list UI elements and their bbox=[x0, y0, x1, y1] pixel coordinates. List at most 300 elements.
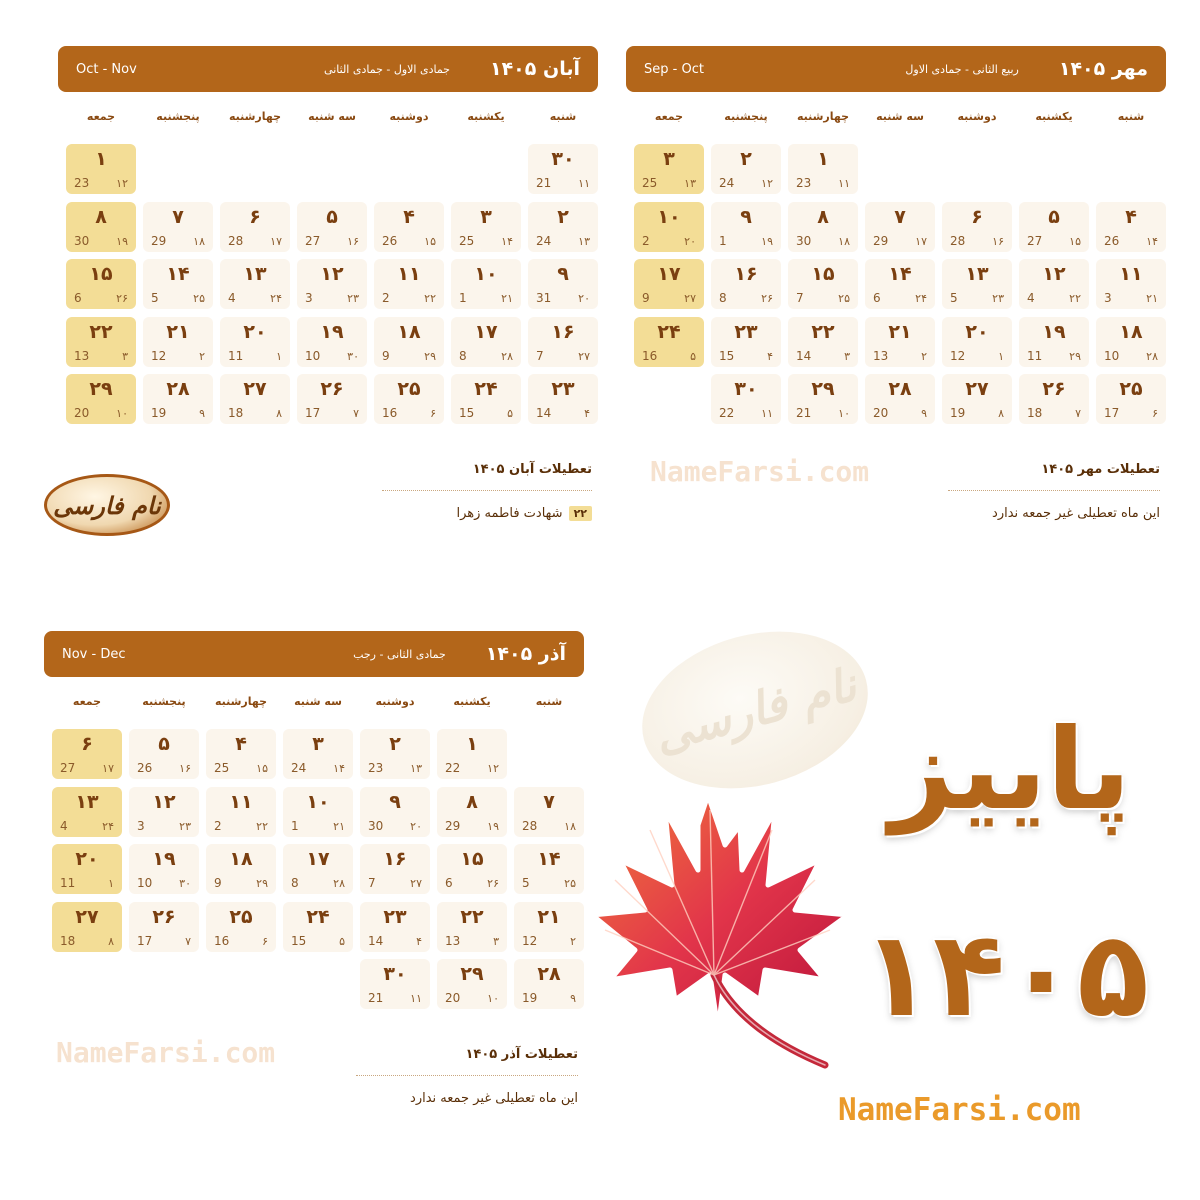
day-cell[interactable] bbox=[220, 202, 290, 252]
hijri-day: ۱۱ bbox=[578, 177, 590, 190]
persian-day: ۱۴ bbox=[166, 263, 190, 285]
hijri-day: ۷ bbox=[1075, 407, 1081, 420]
day-cell[interactable] bbox=[360, 787, 430, 837]
day-cell[interactable] bbox=[374, 202, 444, 252]
gregorian-day: 7 bbox=[536, 348, 544, 363]
gregorian-day: 13 bbox=[445, 933, 461, 948]
persian-day: ۳۰ bbox=[383, 963, 407, 985]
day-cell[interactable] bbox=[66, 259, 136, 309]
persian-day: ۲۶ bbox=[320, 378, 344, 400]
hijri-day: ۲۷ bbox=[410, 877, 422, 890]
hijri-day: ۲۳ bbox=[992, 292, 1004, 305]
day-cell[interactable] bbox=[437, 959, 507, 1009]
hijri-day: ۱۵ bbox=[1069, 234, 1081, 248]
watermark-text: NameFarsi.com bbox=[650, 455, 870, 488]
hijri-day: ۵ bbox=[339, 934, 345, 948]
ghost-logo-watermark bbox=[625, 608, 886, 812]
gregorian-day: 12 bbox=[522, 933, 538, 948]
day-cell[interactable] bbox=[143, 259, 213, 309]
persian-day: ۱۵ bbox=[811, 263, 835, 285]
gregorian-day: 7 bbox=[796, 291, 804, 305]
holiday-entry bbox=[456, 506, 592, 521]
weekday-label: پنجشنبه bbox=[156, 110, 200, 123]
persian-day: ۸ bbox=[95, 205, 107, 228]
month-header bbox=[58, 46, 598, 92]
hijri-day: ۳ bbox=[493, 934, 499, 948]
hijri-day: ۶ bbox=[262, 934, 268, 948]
gregorian-day: 19 bbox=[950, 406, 966, 420]
day-cell[interactable] bbox=[1019, 374, 1089, 424]
gregorian-day: 21 bbox=[536, 176, 552, 190]
weekday-label: شنبه bbox=[1117, 110, 1145, 123]
namefarsi-logo bbox=[44, 474, 170, 536]
month-aban bbox=[58, 46, 598, 546]
day-cell[interactable] bbox=[865, 202, 935, 252]
persian-day: ۲۰ bbox=[965, 320, 989, 343]
day-cell[interactable] bbox=[206, 729, 276, 779]
gregorian-day: 3 bbox=[1104, 291, 1112, 305]
hijri-day: ۲۷ bbox=[684, 292, 696, 305]
gregorian-day: 19 bbox=[522, 991, 538, 1005]
day-cell[interactable] bbox=[451, 259, 521, 309]
day-cell[interactable] bbox=[1096, 202, 1166, 252]
gregorian-day: 8 bbox=[459, 348, 467, 363]
persian-day: ۲۰ bbox=[243, 320, 267, 343]
day-cell[interactable] bbox=[528, 202, 598, 252]
day-cell[interactable] bbox=[865, 317, 935, 367]
hijri-day: ۱۳ bbox=[684, 177, 696, 190]
gregorian-day: 21 bbox=[368, 991, 384, 1005]
persian-day: ۱۰ bbox=[474, 263, 498, 285]
day-cell[interactable] bbox=[283, 844, 353, 894]
day-cell[interactable] bbox=[52, 902, 122, 952]
day-cell[interactable] bbox=[788, 374, 858, 424]
gregorian-day: 1 bbox=[459, 291, 467, 305]
persian-day: ۲۹ bbox=[811, 378, 835, 400]
persian-day: ۱۷ bbox=[474, 320, 498, 343]
persian-day: ۱۸ bbox=[397, 320, 421, 343]
persian-day: ۷ bbox=[172, 205, 184, 228]
gregorian-day: 8 bbox=[291, 876, 299, 890]
gregorian-day: 15 bbox=[459, 406, 475, 420]
gregorian-day: 9 bbox=[382, 348, 390, 363]
day-cell[interactable] bbox=[942, 374, 1012, 424]
gregorian-day: 9 bbox=[214, 876, 222, 890]
watermark-text: NameFarsi.com bbox=[56, 1036, 276, 1069]
day-cell[interactable] bbox=[1019, 259, 1089, 309]
gregorian-day: 28 bbox=[228, 233, 244, 248]
persian-day: ۲۸ bbox=[888, 378, 912, 400]
day-cell[interactable] bbox=[634, 317, 704, 367]
day-cell[interactable] bbox=[52, 729, 122, 779]
gregorian-day: 17 bbox=[1104, 406, 1120, 420]
gregorian-day: 26 bbox=[382, 233, 398, 248]
persian-day: ۷ bbox=[543, 790, 555, 813]
hijri-day: ۱ bbox=[108, 877, 114, 890]
hijri-day: ۲۸ bbox=[501, 349, 513, 363]
persian-day: ۱۱ bbox=[397, 263, 421, 285]
persian-day: ۱ bbox=[817, 148, 829, 170]
gregorian-day: 27 bbox=[1027, 233, 1043, 248]
hijri-day: ۷ bbox=[185, 934, 191, 948]
gregorian-day: 11 bbox=[1027, 348, 1043, 363]
day-cell[interactable] bbox=[437, 844, 507, 894]
month-title: آذر ۱۴۰۵ bbox=[485, 643, 566, 665]
persian-day: ۱۶ bbox=[734, 263, 758, 285]
hijri-day: ۹ bbox=[199, 407, 205, 420]
day-cell[interactable] bbox=[528, 317, 598, 367]
day-cell[interactable] bbox=[865, 374, 935, 424]
persian-day: ۲۱ bbox=[537, 905, 561, 928]
holiday-day-badge: ۲۲ bbox=[569, 506, 592, 521]
persian-day: ۲۴ bbox=[474, 378, 498, 400]
persian-day: ۲۶ bbox=[152, 905, 176, 928]
day-cell[interactable] bbox=[374, 374, 444, 424]
hijri-day: ۸ bbox=[998, 407, 1004, 420]
gregorian-day: 30 bbox=[74, 233, 90, 248]
gregorian-day: 23 bbox=[796, 176, 812, 190]
persian-day: ۲۳ bbox=[551, 378, 575, 400]
persian-day: ۲ bbox=[740, 148, 752, 170]
hijri-day: ۱۶ bbox=[347, 234, 359, 248]
persian-day: ۱۷ bbox=[657, 263, 681, 285]
persian-day: ۲۴ bbox=[657, 320, 681, 343]
gregorian-day: 6 bbox=[873, 291, 881, 305]
persian-day: ۳۰ bbox=[551, 148, 575, 170]
weekday-label: چهارشنبه bbox=[228, 110, 282, 123]
hijri-day: ۱۲ bbox=[761, 177, 773, 190]
gregorian-day: 17 bbox=[137, 933, 153, 948]
persian-day: ۱۹ bbox=[1042, 320, 1066, 343]
day-cell[interactable] bbox=[1019, 317, 1089, 367]
day-cell[interactable] bbox=[206, 902, 276, 952]
persian-day: ۲۳ bbox=[734, 320, 758, 343]
gregorian-day: 15 bbox=[719, 348, 735, 363]
holidays-divider bbox=[356, 1075, 578, 1076]
gregorian-day: 30 bbox=[368, 818, 384, 833]
gregorian-day: 2 bbox=[382, 291, 390, 305]
hijri-months: جمادی الثانی - رجب bbox=[353, 647, 446, 661]
persian-day: ۸ bbox=[817, 205, 829, 228]
hijri-day: ۲۶ bbox=[487, 877, 499, 890]
persian-day: ۴ bbox=[235, 733, 247, 755]
day-cell[interactable] bbox=[451, 374, 521, 424]
persian-day: ۱۶ bbox=[551, 320, 575, 343]
day-cell[interactable] bbox=[711, 144, 781, 194]
day-cell[interactable] bbox=[437, 729, 507, 779]
persian-day: ۶ bbox=[971, 205, 983, 228]
day-cell[interactable] bbox=[788, 259, 858, 309]
gregorian-day: 10 bbox=[1104, 348, 1120, 363]
hijri-day: ۲۱ bbox=[1146, 292, 1158, 305]
day-cell[interactable] bbox=[1096, 374, 1166, 424]
day-cell[interactable] bbox=[788, 144, 858, 194]
day-cell[interactable] bbox=[283, 787, 353, 837]
day-cell[interactable] bbox=[206, 844, 276, 894]
hijri-day: ۱۵ bbox=[256, 762, 268, 775]
persian-day: ۱۴ bbox=[888, 263, 912, 285]
persian-day: ۱ bbox=[466, 733, 478, 755]
day-cell[interactable] bbox=[360, 844, 430, 894]
hijri-day: ۱۳ bbox=[578, 234, 590, 248]
gregorian-day: 6 bbox=[445, 876, 453, 890]
day-cell[interactable] bbox=[360, 902, 430, 952]
persian-day: ۱۱ bbox=[229, 790, 253, 813]
gregorian-day: 20 bbox=[873, 406, 889, 420]
persian-day: ۱۳ bbox=[965, 263, 989, 285]
weekday-label: سه شنبه bbox=[294, 695, 342, 708]
gregorian-day: 29 bbox=[151, 233, 167, 248]
day-cell[interactable] bbox=[374, 317, 444, 367]
day-cell[interactable] bbox=[52, 844, 122, 894]
weekday-label: یکشنبه bbox=[1035, 110, 1073, 123]
hijri-day: ۶ bbox=[430, 407, 436, 420]
persian-day: ۱۵ bbox=[460, 848, 484, 870]
day-cell[interactable] bbox=[129, 844, 199, 894]
day-cell[interactable] bbox=[143, 374, 213, 424]
hijri-day: ۲۵ bbox=[193, 292, 205, 305]
gregorian-day: 4 bbox=[60, 818, 68, 833]
gregorian-day: 6 bbox=[74, 291, 82, 305]
hijri-day: ۱۲ bbox=[116, 177, 128, 190]
day-cell[interactable] bbox=[52, 787, 122, 837]
hijri-day: ۲۵ bbox=[838, 292, 850, 305]
gregorian-day: 31 bbox=[536, 291, 552, 305]
weekday-label: جمعه bbox=[654, 110, 684, 123]
hijri-day: ۸ bbox=[276, 407, 282, 420]
hijri-day: ۳ bbox=[844, 349, 850, 363]
hijri-day: ۱۸ bbox=[193, 234, 205, 248]
persian-day: ۶ bbox=[249, 205, 261, 228]
weekday-label: شنبه bbox=[549, 110, 577, 123]
weekday-label: پنجشنبه bbox=[724, 110, 768, 123]
gregorian-day: 8 bbox=[719, 291, 727, 305]
day-cell[interactable] bbox=[283, 729, 353, 779]
day-cell[interactable] bbox=[514, 959, 584, 1009]
gregorian-day: 25 bbox=[214, 761, 230, 775]
weekday-row bbox=[44, 695, 584, 715]
gregorian-day: 27 bbox=[60, 761, 76, 775]
day-grid bbox=[626, 144, 1166, 432]
day-cell[interactable] bbox=[297, 317, 367, 367]
hijri-day: ۱۹ bbox=[761, 234, 773, 248]
day-cell[interactable] bbox=[66, 374, 136, 424]
day-cell[interactable] bbox=[129, 902, 199, 952]
gregorian-day: 26 bbox=[1104, 233, 1120, 248]
gregorian-day: 26 bbox=[137, 761, 153, 775]
gregorian-day: 12 bbox=[151, 348, 167, 363]
persian-day: ۲ bbox=[557, 205, 569, 228]
day-cell[interactable] bbox=[514, 902, 584, 952]
hijri-day: ۱۷ bbox=[270, 234, 282, 248]
day-cell[interactable] bbox=[220, 317, 290, 367]
hijri-day: ۴ bbox=[584, 407, 590, 420]
day-cell[interactable] bbox=[711, 317, 781, 367]
hijri-day: ۲۹ bbox=[1069, 349, 1081, 363]
persian-day: ۱۴ bbox=[537, 848, 561, 870]
hijri-day: ۲۸ bbox=[1146, 349, 1158, 363]
gregorian-day: 5 bbox=[950, 291, 958, 305]
gregorian-day: 23 bbox=[368, 761, 384, 775]
site-url[interactable]: NameFarsi.com bbox=[838, 1092, 1081, 1128]
day-cell[interactable] bbox=[451, 317, 521, 367]
gregorian-day: 14 bbox=[796, 348, 812, 363]
day-cell[interactable] bbox=[66, 202, 136, 252]
gregorian-day: 2 bbox=[214, 818, 222, 833]
persian-day: ۲۳ bbox=[383, 905, 407, 928]
weekday-label: یکشنبه bbox=[467, 110, 505, 123]
hijri-day: ۲۵ bbox=[564, 877, 576, 890]
gregorian-day: 7 bbox=[368, 876, 376, 890]
hijri-day: ۲۹ bbox=[256, 877, 268, 890]
hijri-day: ۲۳ bbox=[347, 292, 359, 305]
day-cell[interactable] bbox=[711, 259, 781, 309]
day-cell[interactable] bbox=[143, 317, 213, 367]
day-cell[interactable] bbox=[297, 259, 367, 309]
weekday-label: یکشنبه bbox=[453, 695, 491, 708]
day-cell[interactable] bbox=[437, 787, 507, 837]
day-cell[interactable] bbox=[528, 259, 598, 309]
hijri-day: ۲۴ bbox=[270, 292, 282, 305]
persian-day: ۲۵ bbox=[397, 378, 421, 400]
day-cell[interactable] bbox=[942, 202, 1012, 252]
persian-day: ۵ bbox=[326, 205, 338, 228]
gregorian-day: 24 bbox=[536, 233, 552, 248]
persian-day: ۱۲ bbox=[152, 790, 176, 813]
gregorian-day: 11 bbox=[228, 348, 244, 363]
persian-day: ۱۳ bbox=[243, 263, 267, 285]
persian-day: ۲۱ bbox=[888, 320, 912, 343]
day-cell[interactable] bbox=[283, 902, 353, 952]
gregorian-day: 1 bbox=[291, 818, 299, 833]
logo-text: نام فارسی bbox=[53, 490, 161, 520]
day-cell[interactable] bbox=[528, 374, 598, 424]
hijri-day: ۲۰ bbox=[684, 234, 696, 248]
day-cell[interactable] bbox=[942, 317, 1012, 367]
hijri-day: ۷ bbox=[353, 407, 359, 420]
day-cell[interactable] bbox=[634, 259, 704, 309]
gregorian-day: 4 bbox=[228, 291, 236, 305]
weekday-label: دوشنبه bbox=[375, 695, 415, 708]
day-cell[interactable] bbox=[788, 202, 858, 252]
gregorian-day: 29 bbox=[873, 233, 889, 248]
day-cell[interactable] bbox=[514, 787, 584, 837]
day-cell[interactable] bbox=[66, 144, 136, 194]
gregorian-day: 21 bbox=[796, 406, 812, 420]
day-cell[interactable] bbox=[1096, 259, 1166, 309]
persian-day: ۹ bbox=[740, 205, 752, 228]
day-cell[interactable] bbox=[143, 202, 213, 252]
weekday-label: پنجشنبه bbox=[142, 695, 186, 708]
day-cell[interactable] bbox=[66, 317, 136, 367]
persian-day: ۳۰ bbox=[734, 378, 758, 400]
weekday-label: دوشنبه bbox=[957, 110, 997, 123]
gregorian-day: 13 bbox=[873, 348, 889, 363]
gregorian-day: 28 bbox=[950, 233, 966, 248]
day-cell[interactable] bbox=[360, 729, 430, 779]
gregorian-day: 22 bbox=[719, 406, 735, 420]
hijri-day: ۲۴ bbox=[915, 292, 927, 305]
persian-day: ۱۸ bbox=[1119, 320, 1143, 343]
gregorian-day: 18 bbox=[228, 406, 244, 420]
day-cell[interactable] bbox=[634, 202, 704, 252]
persian-day: ۲۷ bbox=[75, 905, 99, 928]
day-cell[interactable] bbox=[297, 374, 367, 424]
weekday-label: سه شنبه bbox=[876, 110, 924, 123]
hijri-day: ۶ bbox=[1152, 407, 1158, 420]
holidays-title: تعطیلات مهر ۱۴۰۵ bbox=[1041, 462, 1160, 477]
gregorian-months: Nov - Dec bbox=[62, 646, 126, 662]
hijri-day: ۳۰ bbox=[179, 877, 191, 890]
gregorian-day: 19 bbox=[151, 406, 167, 420]
gregorian-day: 15 bbox=[291, 933, 307, 948]
day-cell[interactable] bbox=[528, 144, 598, 194]
month-header bbox=[626, 46, 1166, 92]
gregorian-day: 5 bbox=[151, 291, 159, 305]
gregorian-day: 23 bbox=[74, 176, 90, 190]
holidays-title: تعطیلات آذر ۱۴۰۵ bbox=[465, 1047, 578, 1062]
day-cell[interactable] bbox=[788, 317, 858, 367]
persian-day: ۴ bbox=[403, 205, 415, 228]
hijri-day: ۸ bbox=[108, 934, 114, 948]
day-cell[interactable] bbox=[374, 259, 444, 309]
day-cell[interactable] bbox=[206, 787, 276, 837]
persian-day: ۱۰ bbox=[657, 205, 681, 228]
day-cell[interactable] bbox=[942, 259, 1012, 309]
day-cell[interactable] bbox=[297, 202, 367, 252]
day-cell[interactable] bbox=[451, 202, 521, 252]
hijri-day: ۱۰ bbox=[487, 992, 499, 1005]
persian-day: ۱۱ bbox=[1119, 263, 1143, 285]
persian-day: ۳ bbox=[663, 148, 675, 170]
day-cell[interactable] bbox=[1019, 202, 1089, 252]
day-cell[interactable] bbox=[360, 959, 430, 1009]
hijri-day: ۵ bbox=[507, 407, 513, 420]
persian-day: ۴ bbox=[1125, 205, 1137, 228]
hijri-day: ۲۱ bbox=[501, 292, 513, 305]
day-cell[interactable] bbox=[711, 374, 781, 424]
gregorian-day: 3 bbox=[305, 291, 313, 305]
gregorian-day: 4 bbox=[1027, 291, 1035, 305]
persian-day: ۷ bbox=[894, 205, 906, 228]
day-cell[interactable] bbox=[220, 374, 290, 424]
gregorian-day: 24 bbox=[291, 761, 307, 775]
persian-day: ۱۹ bbox=[152, 848, 176, 870]
hijri-day: ۱۶ bbox=[179, 762, 191, 775]
day-cell[interactable] bbox=[514, 844, 584, 894]
persian-day: ۱۶ bbox=[383, 848, 407, 870]
gregorian-day: 9 bbox=[642, 291, 650, 305]
day-cell[interactable] bbox=[711, 202, 781, 252]
day-cell[interactable] bbox=[437, 902, 507, 952]
gregorian-day: 18 bbox=[1027, 406, 1043, 420]
gregorian-day: 2 bbox=[642, 233, 650, 248]
day-cell[interactable] bbox=[865, 259, 935, 309]
gregorian-day: 28 bbox=[522, 818, 538, 833]
persian-day: ۵ bbox=[1048, 205, 1060, 228]
day-cell[interactable] bbox=[220, 259, 290, 309]
hijri-day: ۴ bbox=[767, 349, 773, 363]
hijri-day: ۳ bbox=[122, 349, 128, 363]
day-cell[interactable] bbox=[129, 729, 199, 779]
persian-day: ۲۶ bbox=[1042, 378, 1066, 400]
day-cell[interactable] bbox=[634, 144, 704, 194]
gregorian-day: 14 bbox=[368, 933, 384, 948]
persian-day: ۱۲ bbox=[320, 263, 344, 285]
day-cell[interactable] bbox=[1096, 317, 1166, 367]
day-cell[interactable] bbox=[129, 787, 199, 837]
hijri-day: ۱۰ bbox=[116, 407, 128, 420]
